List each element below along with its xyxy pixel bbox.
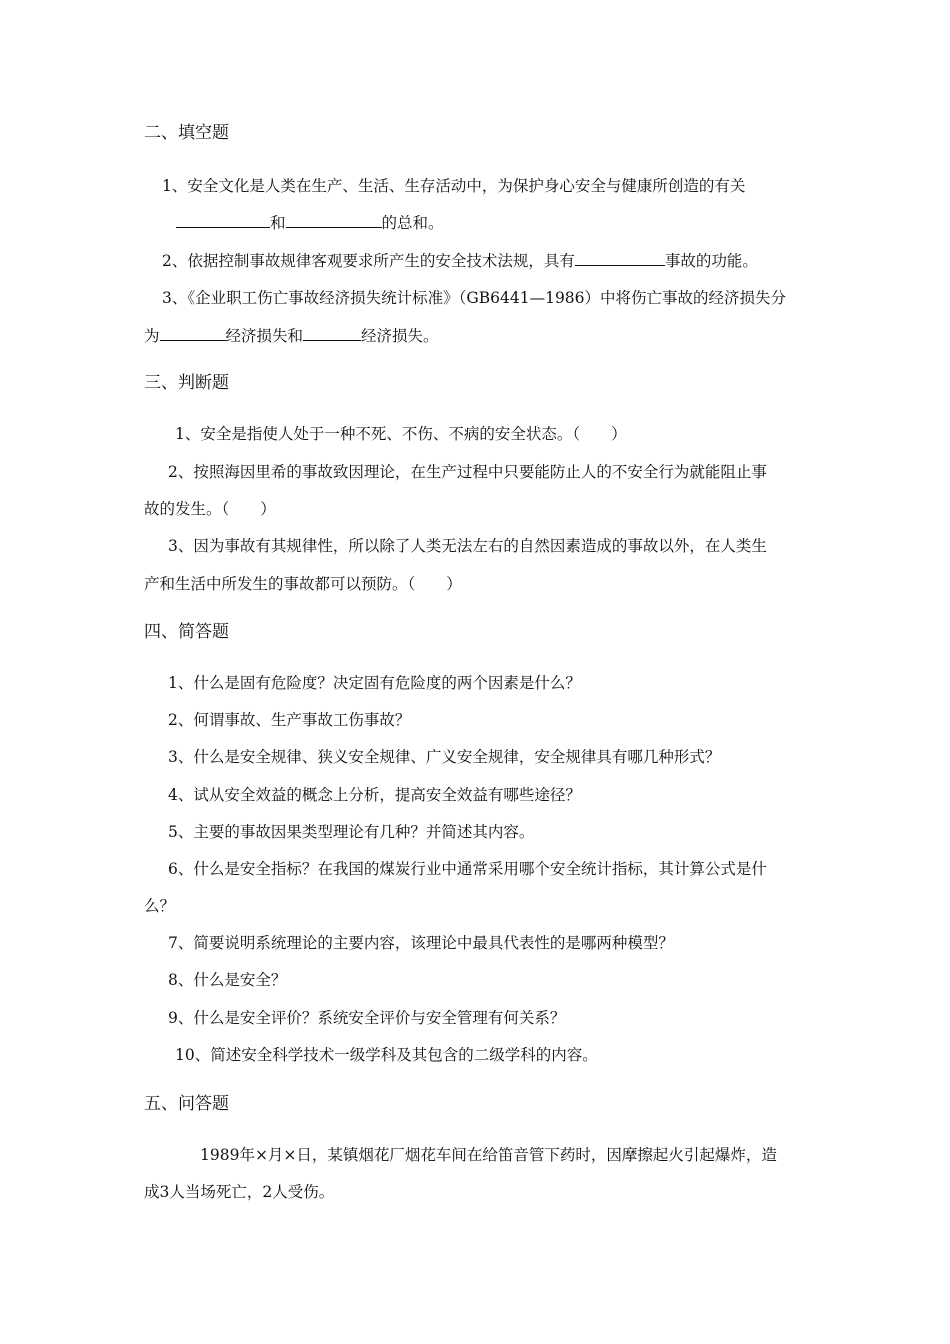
short-q10: 10、简述安全科学技术一级学科及其包含的二级学科的内容。 [175, 1046, 598, 1064]
short-q4: 4、试从安全效益的概念上分析，提高安全效益有哪些途径？ [168, 786, 581, 804]
short-q5: 5、主要的事故因果类型理论有几种？并简述其内容。 [168, 823, 535, 841]
section-title-fill: 二、填空题 [144, 123, 229, 143]
section-title-short: 四、简答题 [144, 622, 229, 642]
short-q3: 3、什么是安全规律、狭义安全规律、广义安全规律，安全规律具有哪几种形式？ [168, 748, 721, 766]
fill-q3-line1: 3、《企业职工伤亡事故经济损失统计标准》（GB6441—1986）中将伤亡事故的经济损失分 [162, 289, 787, 307]
fill-q1-line1: 1、安全文化是人类在生产、生活、生存活动中，为保护身心安全与健康所创造的有关 [162, 177, 746, 195]
answer-blank[interactable] [160, 324, 226, 341]
short-q6-line1: 6、什么是安全指标？在我国的煤炭行业中通常采用哪个安全统计指标，其计算公式是什 [168, 860, 767, 878]
answer-blank[interactable] [176, 211, 270, 228]
judge-q2-line1: 2、按照海因里希的事故致因理论，在生产过程中只要能防止人的不安全行为就能阻止事 [168, 463, 767, 481]
essay-para-line2: 成3人当场死亡，2人受伤。 [144, 1183, 335, 1201]
fill-q1-line2: 和 的总和。 [176, 211, 444, 234]
short-q8: 8、什么是安全？ [168, 971, 287, 989]
short-q1: 1、什么是固有危险度？决定固有危险度的两个因素是什么？ [168, 674, 581, 692]
answer-blank[interactable] [303, 324, 361, 341]
short-q2: 2、何谓事故、生产事故工伤事故？ [168, 711, 411, 729]
section-title-essay: 五、问答题 [144, 1094, 229, 1114]
short-q7: 7、简要说明系统理论的主要内容，该理论中最具代表性的是哪两种模型？ [168, 934, 674, 952]
fill-q3-line2: 为 经济损失和 经济损失。 [144, 324, 439, 347]
answer-blank[interactable] [575, 249, 665, 266]
judge-q3-line2: 产和生活中所发生的事故都可以预防。（ ） [144, 575, 462, 593]
judge-q1: 1、安全是指使人处于一种不死、不伤、不病的安全状态。（ ） [175, 425, 627, 443]
fill-q2: 2、依据控制事故规律客观要求所产生的安全技术法规，具有 事故的功能。 [162, 249, 758, 272]
judge-q3-line1: 3、因为事故有其规律性，所以除了人类无法左右的自然因素造成的事故以外，在人类生 [168, 537, 767, 555]
essay-para-line1: 1989年×月×日，某镇烟花厂烟花车间在给笛音管下药时，因摩擦起火引起爆炸，造 [200, 1146, 777, 1164]
short-q6-line2: 么？ [144, 897, 176, 915]
answer-blank[interactable] [286, 211, 382, 228]
short-q9: 9、什么是安全评价？系统安全评价与安全管理有何关系？ [168, 1009, 566, 1027]
judge-q2-line2: 故的发生。（ ） [144, 500, 276, 518]
section-title-judge: 三、判断题 [144, 373, 229, 393]
